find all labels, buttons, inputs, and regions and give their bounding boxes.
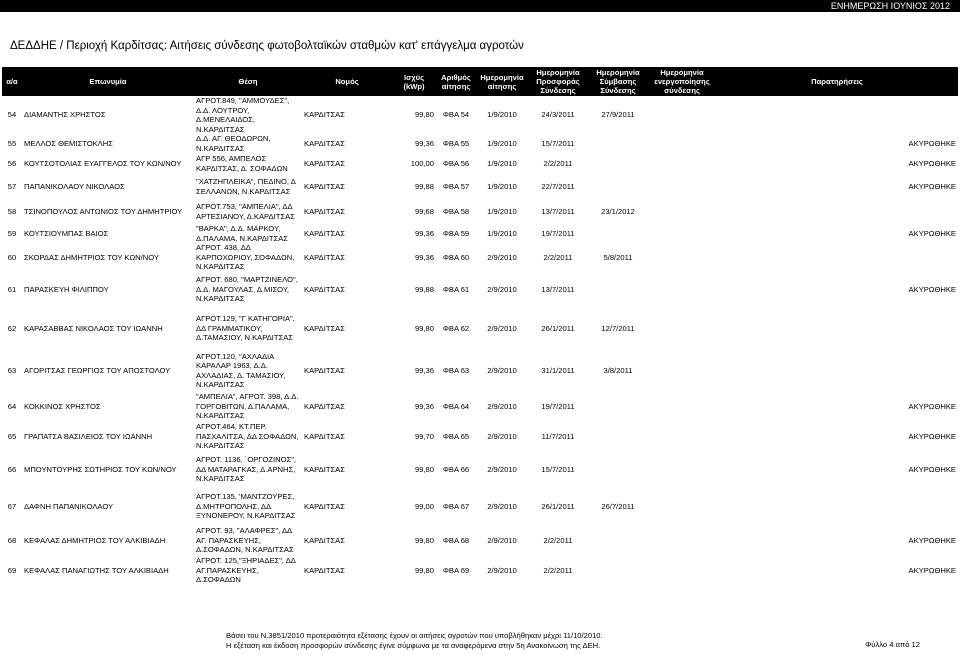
cell-contract-date: 3/8/2011 [603, 365, 633, 375]
cell-aa: 66 [7, 464, 17, 474]
cell-aa: 64 [7, 401, 17, 411]
cell-aa: 65 [7, 431, 17, 441]
cell-notes: ΑΚΥΡΩΘΗΚΕ [908, 138, 956, 148]
cell-aa: 69 [7, 565, 17, 575]
cell-nomos: ΚΑΡΔΙΤΣΑΣ [304, 181, 345, 191]
cell-name: ΤΣΙΝΟΠΟΥΛΟΣ ΑΝΤΩΝΙΟΣ ΤΟΥ ΔΗΜΗΤΡΙΟΥ [24, 206, 183, 216]
applications-table [2, 67, 958, 586]
cell-nomos: ΚΑΡΔΙΤΣΑΣ [304, 252, 345, 262]
cell-offer-date: 11/7/2011 [541, 431, 575, 441]
cell-activation-date [648, 350, 716, 392]
cell-offer-date: 19/7/2011 [541, 228, 575, 238]
cell-nomos: ΚΑΡΔΙΤΣΑΣ [304, 138, 345, 148]
cell-nomos: ΚΑΡΔΙΤΣΑΣ [304, 501, 345, 511]
cell-activation-date [648, 455, 716, 485]
cell-notes: ΑΚΥΡΩΘΗΚΕ [908, 401, 956, 411]
cell-notes [716, 488, 958, 526]
cell-location: ΑΓΡΟΤ. 680, "ΜΑΡΤΖΙΝΕΛΟ", Δ.Δ. ΜΑΓΟΥΛΑΣ, Δ.ΜΙΣΟΥ, Ν.ΚΑΡΔΙΤΣΑΣ [196, 275, 298, 304]
cell-activation-date [648, 392, 716, 422]
cell-name: ΚΕΦΑΛΑΣ ΠΑΝΑΓΙΩΤΗΣ ΤΟΥ ΑΛΚΙΒΙΑΔΗ [24, 565, 169, 575]
cell-contract-date [588, 224, 648, 243]
cell-notes: ΑΚΥΡΩΘΗΚΕ [908, 158, 956, 168]
cell-power: 99,70 [414, 431, 434, 441]
cell-notes [716, 308, 958, 350]
cell-name: ΜΠΟΥΝΤΟΥΡΗΣ ΣΩΤΗΡΙΟΣ ΤΟΥ ΚΩΝ/ΝΟΥ [24, 464, 177, 474]
cell-app-date: 2/9/2010 [487, 565, 517, 575]
cell-app-no: ΦΒΑ 61 [442, 284, 470, 294]
column-header: Ημερομηνία αίτησης [476, 67, 528, 96]
cell-app-no: ΦΒΑ 66 [442, 464, 470, 474]
cell-activation-date [648, 526, 716, 556]
footer-notes [226, 631, 603, 651]
cell-app-no: ΦΒΑ 60 [442, 252, 470, 262]
cell-name: ΔΙΑΜΑΝΤΗΣ ΧΡΗΣΤΟΣ [24, 110, 106, 120]
footer-line-1: Βάσει του Ν.3851/2010 προτεραιότητα εξέτασης έχουν οι αιτήσεις αγροτών που υποβλήθηκαν μέχρι 11/10/2010. [226, 631, 603, 640]
cell-activation-date [648, 96, 716, 134]
cell-power: 99,68 [414, 206, 434, 216]
cell-notes: ΑΚΥΡΩΘΗΚΕ [908, 284, 956, 294]
table-row [2, 308, 958, 350]
cell-nomos: ΚΑΡΔΙΤΣΑΣ [304, 284, 345, 294]
cell-aa: 55 [7, 138, 17, 148]
cell-notes: ΑΚΥΡΩΘΗΚΕ [908, 565, 956, 575]
cell-contract-date [588, 134, 648, 153]
cell-power: 99,00 [414, 501, 434, 511]
cell-power: 99,80 [414, 323, 434, 333]
cell-notes: ΑΚΥΡΩΘΗΚΕ [908, 181, 956, 191]
column-header: Επωνυμία [22, 67, 194, 96]
cell-offer-date: 13/7/2011 [541, 284, 575, 294]
column-header: α/α [2, 67, 22, 96]
cell-nomos: ΚΑΡΔΙΤΣΑΣ [304, 365, 345, 375]
cell-power: 99,36 [414, 401, 434, 411]
cell-app-date: 1/9/2010 [487, 138, 517, 148]
cell-nomos: ΚΑΡΔΙΤΣΑΣ [304, 110, 345, 120]
cell-app-no: ΦΒΑ 55 [442, 138, 470, 148]
footer-line-2: Η εξέταση και έκδοση προσφορών σύνδεσης έγινε σύμφωνα με τα αναφερόμενα στην 5η Ανακοίνωση της ΔΕΗ. [226, 641, 601, 650]
cell-contract-date [588, 392, 648, 422]
cell-offer-date: 24/3/2011 [541, 110, 575, 120]
cell-app-date: 2/9/2010 [487, 431, 517, 441]
cell-nomos: ΚΑΡΔΙΤΣΑΣ [304, 323, 345, 333]
table-row [2, 422, 958, 452]
table-row [2, 392, 958, 422]
cell-contract-date [588, 526, 648, 556]
table-row [2, 455, 958, 485]
cell-app-date: 2/9/2010 [487, 464, 517, 474]
column-header: Ημερομηνία ενεργοποίησης σύνδεσης [648, 67, 716, 96]
cell-app-date: 1/9/2010 [487, 158, 517, 168]
table-row [2, 224, 958, 243]
table-row [2, 134, 958, 153]
cell-name: ΠΑΡΑΣΚΕΥΗ ΦΙΛΙΠΠΟΥ [24, 284, 109, 294]
cell-power: 99,88 [414, 284, 434, 294]
cell-offer-date: 22/7/2011 [541, 181, 575, 191]
cell-location: ΑΓΡΟΤ.129, "Γ ΚΑΤΗΓΟΡΙΑ", ΔΔ ΓΡΑΜΜΑΤΙΚΟΥ, Δ.ΤΑΜΑΣΙΟΥ, Ν.ΚΑΡΔΙΤΣΑΣ [196, 314, 295, 343]
cell-name: ΔΑΦΝΗ ΠΑΠΑΝΙΚΟΛΑΟΥ [24, 501, 114, 511]
cell-offer-date: 15/7/2011 [541, 464, 575, 474]
cell-nomos: ΚΑΡΔΙΤΣΑΣ [304, 565, 345, 575]
page-number: Φύλλο 4 από 12 [865, 640, 920, 649]
cell-app-no: ΦΒΑ 54 [442, 110, 470, 120]
cell-activation-date [648, 243, 716, 272]
cell-offer-date: 2/2/2011 [543, 565, 573, 575]
cell-aa: 67 [7, 501, 17, 511]
cell-activation-date [648, 177, 716, 196]
cell-app-no: ΦΒΑ 58 [442, 206, 470, 216]
cell-location: ΑΓΡΟΤ.135, 'ΜΑΝΤΖΟΥΡΕΣ, Δ.ΜΗΤΡΟΠΟΛΗΣ, ΔΔ ΞΥΝΟΝΕΡΟΥ, Ν.ΚΑΡΔΙΤΣΑΣ [196, 492, 296, 521]
cell-name: ΠΑΠΑΝΙΚΟΛΑΟΥ ΝΙΚΟΛΑΟΣ [24, 181, 125, 191]
cell-app-no: ΦΒΑ 65 [442, 431, 470, 441]
cell-power: 99,36 [414, 252, 434, 262]
cell-app-no: ΦΒΑ 59 [442, 228, 470, 238]
cell-app-no: ΦΒΑ 69 [442, 565, 470, 575]
cell-offer-date: 26/1/2011 [541, 501, 575, 511]
cell-location: "ΑΜΠΕΛΙΑ", ΑΓΡΟΤ. 398, Δ.Δ. ΓΟΡΓΟΒΙΤΩΝ, Δ.ΠΑΛΑΜΑ, Ν.ΚΑΡΔΙΤΣΑΣ [196, 392, 299, 421]
cell-offer-date: 31/1/2011 [541, 365, 575, 375]
top-bar [0, 0, 960, 12]
cell-contract-date [588, 455, 648, 485]
cell-app-no: ΦΒΑ 57 [442, 181, 470, 191]
cell-activation-date [648, 199, 716, 224]
cell-aa: 61 [7, 284, 17, 294]
cell-name: ΚΑΡΑΣΑΒΒΑΣ ΝΙΚΟΛΑΟΣ ΤΟΥ ΙΩΑΝΝΗ [24, 323, 163, 333]
table-row [2, 488, 958, 526]
column-header: Νομός [302, 67, 392, 96]
cell-offer-date: 2/2/2011 [543, 535, 573, 545]
cell-offer-date: 2/2/2011 [543, 158, 573, 168]
column-header: Αριθμός αίτησης [436, 67, 476, 96]
cell-aa: 60 [7, 252, 17, 262]
cell-activation-date [648, 134, 716, 153]
column-header: Ημερομηνία Σύμβασης Σύνδεσης [588, 67, 648, 96]
cell-app-no: ΦΒΑ 62 [442, 323, 470, 333]
cell-nomos: ΚΑΡΔΙΤΣΑΣ [304, 464, 345, 474]
cell-nomos: ΚΑΡΔΙΤΣΑΣ [304, 206, 345, 216]
table-row [2, 526, 958, 556]
cell-name: ΚΟΥΤΣΙΟΥΜΠΑΣ ΒΑΙΟΣ [24, 228, 109, 238]
cell-power: 99,80 [414, 110, 434, 120]
cell-aa: 59 [7, 228, 17, 238]
cell-app-date: 1/9/2010 [487, 181, 517, 191]
cell-app-no: ΦΒΑ 63 [442, 365, 470, 375]
column-header: Ισχύς (kWp) [392, 67, 436, 96]
cell-contract-date [588, 556, 648, 586]
cell-aa: 62 [7, 323, 17, 333]
cell-notes [716, 243, 958, 272]
cell-notes [716, 350, 958, 392]
cell-contract-date: 12/7/2011 [601, 323, 635, 333]
cell-nomos: ΚΑΡΔΙΤΣΑΣ [304, 431, 345, 441]
column-header: Παρατηρήσεις [716, 67, 958, 96]
cell-app-no: ΦΒΑ 56 [442, 158, 470, 168]
cell-activation-date [648, 556, 716, 586]
cell-power: 99,36 [414, 138, 434, 148]
cell-app-no: ΦΒΑ 68 [442, 535, 470, 545]
cell-activation-date [648, 308, 716, 350]
cell-app-date: 1/9/2010 [487, 110, 517, 120]
cell-location: ΑΓΡΟΤ.120, "ΑΧΛΑΔΙΑ ΚΑΡΑΛΑΡ 1963, Δ.Δ. ΑΧΛΑΔΙΑΣ, Δ. ΤΑΜΑΣΙΟΥ, Ν.ΚΑΡΔΙΤΣΑΣ [196, 351, 286, 389]
cell-location: "ΒΑΡΚΑ", Δ.Δ. ΜΑΡΚΟΥ, Δ.ΠΑΛΑΜΑ, Ν.ΚΑΡΔΙΤΣΑΣ [196, 224, 288, 243]
cell-location: "ΧΑΤΖΗΠΛΕΙΚΑ", ΠΕΔΙΝΟ, Δ ΣΕΛΛΑΝΩΝ, Ν.ΚΑΡΔΙΤΣΑΣ [196, 177, 296, 196]
cell-name: ΣΚΟΡΔΑΣ ΔΗΜΗΤΡΙΟΣ ΤΟΥ ΚΩΝ/ΝΟΥ [24, 252, 159, 262]
cell-power: 99,80 [414, 464, 434, 474]
cell-location: ΑΓΡΟΤ.849, "ΑΜΜΟΥΔΕΣ", Δ.Δ. ΛΟΥΤΡΟΥ, Δ.ΜΕΝΕΛΑΙΔΟΣ, Ν.ΚΑΡΔΙΤΣΑΣ [196, 96, 290, 134]
table-row [2, 275, 958, 305]
cell-app-no: ΦΒΑ 67 [442, 501, 470, 511]
cell-contract-date [588, 153, 648, 174]
cell-location: ΑΓΡΟΤ. 125,"ΞΗΡΙΑΔΕΣ", ΔΔ ΑΓ.ΠΑΡΑΣΚΕΥΗΣ, Δ.ΣΟΦΑΔΩΝ [196, 556, 296, 585]
cell-power: 99,88 [414, 181, 434, 191]
cell-aa: 57 [7, 181, 17, 191]
table-body [2, 96, 958, 586]
cell-name: ΚΟΥΤΣΟΤΟΛΙΑΣ ΕΥΑΓΓΕΛΟΣ ΤΟΥ ΚΩΝ/ΝΟΥ [24, 158, 182, 168]
cell-notes: ΑΚΥΡΩΘΗΚΕ [908, 228, 956, 238]
cell-contract-date [588, 177, 648, 196]
cell-nomos: ΚΑΡΔΙΤΣΑΣ [304, 158, 345, 168]
cell-notes: ΑΚΥΡΩΘΗΚΕ [908, 464, 956, 474]
table-row [2, 96, 958, 134]
cell-aa: 54 [7, 110, 17, 120]
cell-app-date: 1/9/2010 [487, 206, 517, 216]
update-label: ΕΝΗΜΕΡΩΣΗ ΙΟΥΝΙΟΣ 2012 [830, 1, 950, 11]
cell-notes: ΑΚΥΡΩΘΗΚΕ [908, 431, 956, 441]
cell-contract-date: 23/1/2012 [601, 206, 635, 216]
cell-app-date: 2/9/2010 [487, 284, 517, 294]
cell-contract-date: 26/7/2011 [601, 501, 635, 511]
cell-power: 99,80 [414, 535, 434, 545]
cell-app-date: 1/9/2010 [487, 228, 517, 238]
cell-nomos: ΚΑΡΔΙΤΣΑΣ [304, 401, 345, 411]
table-row [2, 350, 958, 392]
cell-app-date: 2/9/2010 [487, 323, 517, 333]
cell-activation-date [648, 153, 716, 174]
cell-activation-date [648, 275, 716, 305]
cell-app-no: ΦΒΑ 64 [442, 401, 470, 411]
cell-power: 99,36 [414, 365, 434, 375]
cell-aa: 63 [7, 365, 17, 375]
table-header-row [2, 67, 958, 96]
cell-app-date: 2/9/2010 [487, 365, 517, 375]
table-row [2, 199, 958, 224]
cell-app-date: 2/9/2010 [487, 535, 517, 545]
cell-location: ΑΓΡΟΤ. 438, ΔΔ ΚΑΡΠΟΧΩΡΙΟΥ, ΣΟΦΑΔΩΝ, Ν.ΚΑΡΔΙΤΣΑΣ [196, 243, 295, 271]
cell-location: ΑΓΡΟΤ.464, ΚΤ.ΠΕΡ. ΠΑΣΧΑΛΙΤΣΑ, ΔΔ ΣΟΦΑΔΩΝ, Ν.ΚΑΡΔΙΤΣΑΣ [196, 422, 299, 451]
cell-contract-date: 27/9/2011 [601, 110, 635, 120]
table-row [2, 177, 958, 196]
cell-aa: 56 [7, 158, 17, 168]
cell-nomos: ΚΑΡΔΙΤΣΑΣ [304, 535, 345, 545]
cell-activation-date [648, 224, 716, 243]
cell-offer-date: 13/7/2011 [541, 206, 575, 216]
cell-name: ΓΡΑΠΑΤΣΑ ΒΑΣΙΛΕΙΟΣ ΤΟΥ ΙΩΑΝΝΗ [24, 431, 153, 441]
cell-notes [716, 199, 958, 224]
cell-location: ΑΓΡΟΤ. 1136, `ΟΡΓΟΖΙΝΟΣ", ΔΔ ΜΑΤΑΡΑΓΚΑΣ, Δ.ΑΡΝΗΣ, Ν.ΚΑΡΔΙΤΣΑΣ [196, 455, 297, 484]
page-title: ΔΕΔΔΗΕ / Περιοχή Καρδίτσας: Αιτήσεις σύνδεσης φωτοβολταϊκών σταθμών κατ' επάγγελμα αγροτών [10, 40, 524, 52]
cell-name: ΑΓΟΡΙΤΣΑΣ ΓΕΩΡΓΙΟΣ ΤΟΥ ΑΠΟΣΤΟΛΟΥ [24, 365, 171, 375]
table-row [2, 153, 958, 174]
cell-location: ΑΓΡ 556, ΑΜΠΕΛΟΣ ΚΑΡΔΙΤΣΑΣ, Δ. ΣΟΦΑΔΩΝ [196, 154, 288, 173]
column-header: Θέση [194, 67, 302, 96]
cell-activation-date [648, 488, 716, 526]
cell-offer-date: 19/7/2011 [541, 401, 575, 411]
cell-offer-date: 15/7/2011 [541, 138, 575, 148]
table-row [2, 243, 958, 272]
cell-name: ΚΟΚΚΙΝΟΣ ΧΡΗΣΤΟΣ [24, 401, 101, 411]
cell-activation-date [648, 422, 716, 452]
cell-location: ΑΓΡΟΤ.753, "ΑΜΠΕΛΙΑ", ΔΔ ΑΡΤΕΣΙΑΝΟΥ, Δ.ΚΑΡΔΙΤΣΑΣ [196, 202, 295, 221]
cell-contract-date: 5/8/2011 [603, 252, 633, 262]
cell-contract-date [588, 275, 648, 305]
cell-app-date: 2/9/2010 [487, 401, 517, 411]
cell-nomos: ΚΑΡΔΙΤΣΑΣ [304, 228, 345, 238]
cell-power: 99,36 [414, 228, 434, 238]
cell-aa: 58 [7, 206, 17, 216]
cell-power: 100,00 [410, 158, 434, 168]
cell-name: ΜΕΛΛΟΣ ΘΕΜΙΣΤΟΚΛΗΣ [24, 138, 113, 148]
column-header: Ημερομηνία Προσφοράς Σύνδεσης [528, 67, 588, 96]
cell-notes: ΑΚΥΡΩΘΗΚΕ [908, 535, 956, 545]
cell-offer-date: 2/2/2011 [543, 252, 573, 262]
cell-power: 99,80 [414, 565, 434, 575]
cell-app-date: 2/9/2010 [487, 252, 517, 262]
cell-location: Δ.Δ. ΑΓ. ΘΕΟΔΩΡΩΝ, Ν.ΚΑΡΔΙΤΣΑΣ [196, 134, 271, 153]
cell-aa: 68 [7, 535, 17, 545]
cell-location: ΑΓΡΟΤ. 93, "ΑΛΑΦΡΕΣ", ΔΔ ΑΓ. ΠΑΡΑΣΚΕΥΗΣ, Δ.ΣΟΦΑΔΩΝ, Ν.ΚΑΡΔΙΤΣΑΣ [196, 526, 294, 555]
cell-app-date: 2/9/2010 [487, 501, 517, 511]
cell-contract-date [588, 422, 648, 452]
table-row [2, 556, 958, 586]
cell-name: ΚΕΦΑΛΑΣ ΔΗΜΗΤΡΙΟΣ ΤΟΥ ΑΛΚΙΒΙΑΔΗ [24, 535, 166, 545]
cell-notes [716, 96, 958, 134]
cell-offer-date: 26/1/2011 [541, 323, 575, 333]
